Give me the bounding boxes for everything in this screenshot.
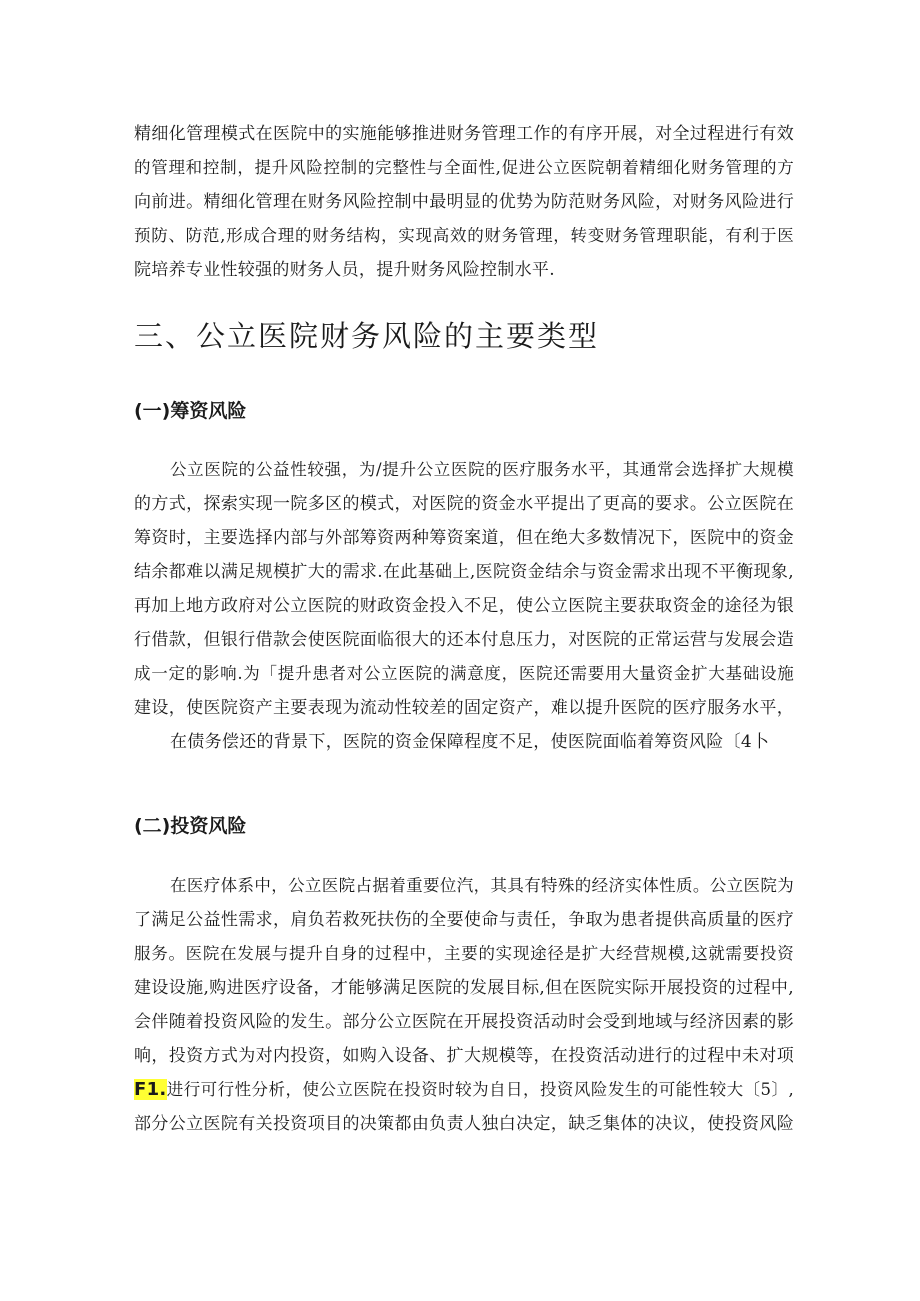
sub1-line-2: 的方式，探索实现一院多区的模式，对医院的资金水平提出了更高的要求。公立医院在: [134, 494, 794, 514]
sub1-line-6: 行借款，但银行借款会使医院面临很大的还本付息压力，对医院的正常运营与发展会造: [134, 630, 794, 650]
sub1-line-9: 在债务偿还的背景下，医院的资金保障程度不足，使医院面临着筹资风险〔4卜: [170, 732, 770, 752]
sub2-line-6: 响，投资方式为对内投资，如购入设备、扩大规模等，在投资活动进行的过程中未对项: [134, 1046, 794, 1066]
subsection-1-title: (一)筹资风险: [134, 400, 247, 422]
intro-line-5: 院培养专业性较强的财务人员，提升财务风险控制水平.: [134, 260, 555, 280]
sub1-line-3: 筹资时，主要选择内部与外部筹资两种筹资案道，但在绝大多数情况下，医院中的资金: [134, 528, 794, 548]
intro-line-3: 向前进。精细化管理在财务风险控制中最明显的优势为防范财务风险，对财务风险进行: [134, 192, 794, 212]
sub2-line-1: 在医疗体系中，公立医院占据着重要位汽，其具有特殊的经济实体性质。公立医院为: [170, 876, 794, 895]
highlighted-text: F1.: [134, 1079, 167, 1100]
sub2-line-5: 会伴随着投资风险的发生。部分公立医院在开展投资活动时会受到地域与经济因素的影: [134, 1012, 794, 1032]
sub1-line-4: 结余都难以满足规模扩大的需求.在此基础上,医院资金结余与资金需求出现不平衡现象,: [134, 562, 794, 582]
sub2-line-7-rest: 进行可行性分析，使公立医院在投资时较为自日，投资风险发生的可能性较大〔5〕,: [166, 1080, 794, 1099]
sub2-line-4: 建设设施,购进医疗设备，才能够满足医院的发展目标,但在医院实际开展投资的过程中,: [134, 978, 794, 998]
sub2-line-3: 服务。医院在发展与提升自身的过程中，主要的实现途径是扩大经营规模,这就需要投资: [134, 944, 794, 963]
intro-line-4: 预防、防范,形成合理的财务结构，实现高效的财务管理，转变财务管理职能，有利于医: [134, 226, 794, 245]
sub1-line-7: 成一定的影响.为「提升患者对公立医院的满意度，医院还需要用大量资金扩大基础设施: [134, 664, 794, 683]
sub2-line-7: [134, 1078, 794, 1102]
intro-line-1: 精细化管理模式在医院中的实施能够推进财务管理工作的有序开展，对全过程进行有效: [134, 124, 794, 144]
sub1-line-5: 再加上地方政府对公立医院的财政资金投入不足，使公立医院主要获取资金的途径为银: [134, 596, 794, 616]
section-title: 三、公立医院财务风险的主要类型: [134, 319, 600, 353]
sub1-line-8: 建设，使医院资产主要表现为流动性较差的固定资产，难以提升医院的医疗服务水平，: [134, 698, 794, 718]
sub2-line-2: 了满足公益性需求，肩负若救死扶伤的全要使命与责任，争取为患者提供高质量的医疗: [134, 910, 794, 930]
subsection-2-title: (二)投资风险: [134, 815, 247, 837]
intro-line-2: 的管理和控制，提升风险控制的完整性与全面性,促进公立医院朝着精细化财务管理的方: [134, 158, 794, 177]
sub1-line-1: 公立医院的公益性较强，为/提升公立医院的医疗服务水平，其通常会选择扩大规模: [170, 460, 794, 479]
sub2-line-8: 部分公立医院有关投资项目的决策都由负责人独白决定，缺乏集体的决议，使投资风险: [134, 1114, 794, 1134]
